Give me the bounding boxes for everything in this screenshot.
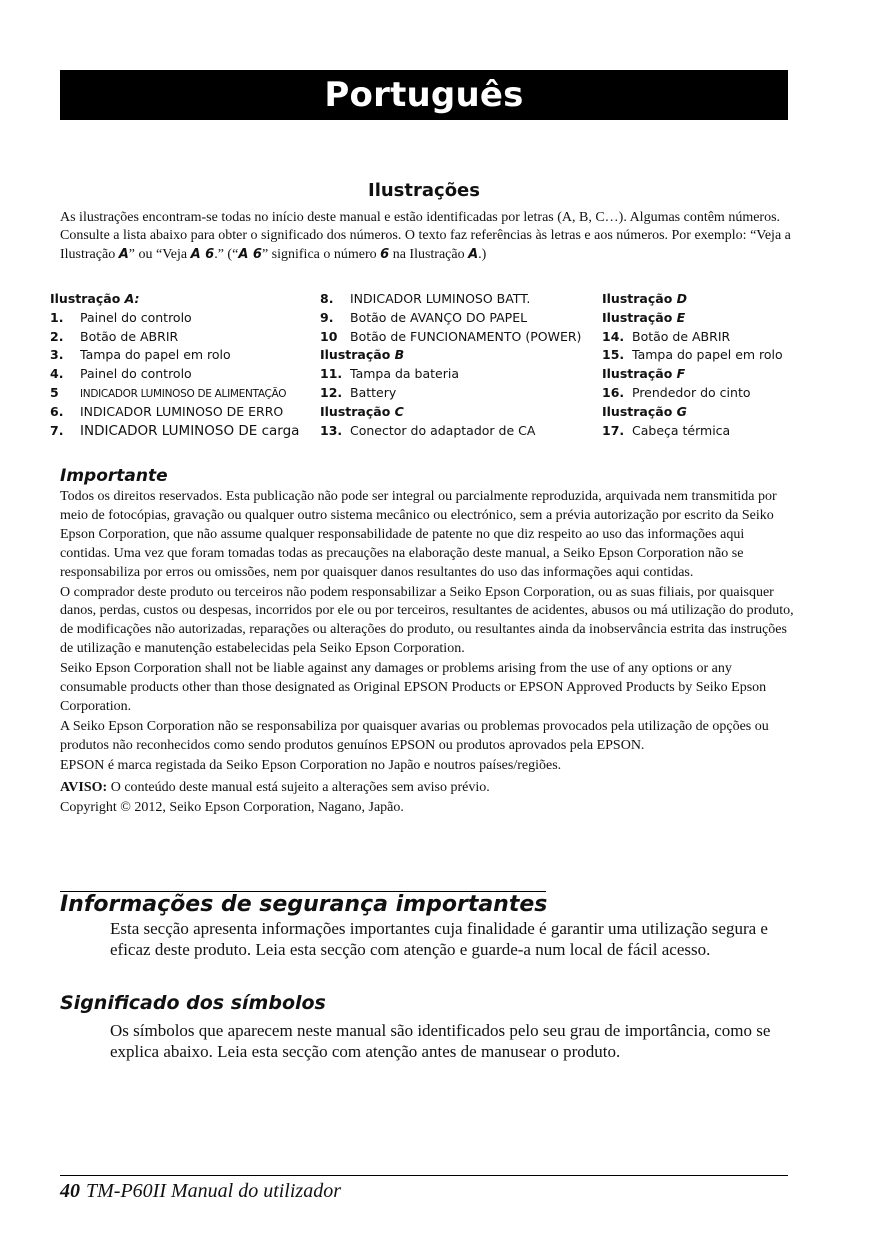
important-paragraph: Seiko Epson Corporation shall not be liable against any damages or problems arising from the use of any options or any consumable products other than those designated as Original EPSON Products or EPSON Approved Products by Seiko Epson Corporation. — [60, 661, 767, 714]
legend-header-d: Ilustração D — [602, 291, 688, 306]
important-heading: Importante — [60, 466, 168, 486]
legend-item: 13. Conector do adaptador de CA — [320, 422, 536, 438]
legend-header-g: Ilustração G — [602, 403, 687, 419]
important-paragraph: A Seiko Epson Corporation não se responsabiliza por quaisquer avarias ou problemas provocados pela utilização de opções ou produtos não reconhecidos como sendo produtos genuínos EPSON ou produtos aprovados pela EPSON. — [60, 718, 769, 753]
legend-header-e: Ilustração E — [602, 309, 686, 325]
legend-column-1 — [50, 290, 299, 440]
legend-item: 5 INDICADOR LUMINOSO DE ALIMENTAÇÃO — [50, 384, 287, 400]
symbols-body: Os símbolos que aparecem neste manual são identificados pelo seu grau de importância, como se explica abaixo. Leia esta secção com atenção antes de manusear o produto. — [110, 1021, 771, 1061]
legend-item: 14. Botão de ABRIR — [602, 328, 731, 344]
legend-header-f: Ilustração F — [602, 366, 686, 382]
legend-header-b: Ilustração B — [320, 347, 405, 363]
important-paragraph: O comprador deste produto ou terceiros não podem responsabilizar a Seiko Epson Corporation, ou as suas filiais, por quaisquer danos, perdas, custos ou despesas, incorridos por ele ou por terceiros, resultantes de acidentes, abusos ou má utilização do produto, de modificações não autorizadas, reparações ou alterações do produto, ou resultantes ainda da inobservância estrita das instruções de utilização e manutenção estabelecidas pela Seiko Epson Corporation. — [60, 584, 794, 657]
legend-column-3 — [602, 290, 783, 440]
notice: AVISO: O conteúdo deste manual está sujeito a alterações sem aviso prévio. — [60, 779, 490, 795]
safety-body: Esta secção apresenta informações importantes cuja finalidade é garantir uma utilização segura e eficaz deste produto. Leia esta secção com atenção e guarde-a num local de fácil acesso. — [110, 919, 768, 959]
important-paragraph: Todos os direitos reservados. Esta publicação não pode ser integral ou parcialmente reproduzida, arquivada nem transmitida por meio de fotocópias, gravação ou qualquer outro sistema mecânico ou electrónico, sem a prévia autorização por escrito da Seiko Epson Corporation, que não assume qualquer responsabilidade de patente no que diz respeito ao uso das informações aqui contidas. Uma vez que foram tomadas todas as precauções na elaboração deste manual, a Seiko Epson Corporation não se responsabiliza por erros ou omissões, nem por quaisquer danos resultantes do uso das informações aqui contidas. — [60, 489, 777, 580]
legend-item: 11. Tampa da bateria — [320, 366, 459, 382]
important-body — [60, 488, 795, 818]
legend-item: 4. Painel do controlo — [50, 366, 192, 382]
symbols-heading: Significado dos símbolos — [60, 992, 326, 1014]
legend-item: 8. INDICADOR LUMINOSO BATT. — [320, 291, 531, 306]
important-paragraph: EPSON é marca registada da Seiko Epson Corporation no Japão e noutros países/regiões. — [60, 757, 562, 773]
page-footer — [60, 1180, 341, 1203]
legend-item: 10 Botão de FUNCIONAMENTO (POWER) — [320, 328, 582, 344]
legend-header-c: Ilustração C — [320, 403, 404, 419]
footer-rule — [60, 1175, 788, 1176]
legend-item: 17. Cabeça térmica — [602, 422, 731, 438]
legend-item: 7. INDICADOR LUMINOSO DE carga — [50, 422, 300, 439]
legend-item: 3. Tampa do papel em rolo — [50, 347, 231, 363]
legend-item: 6. INDICADOR LUMINOSO DE ERRO — [50, 403, 284, 419]
illustrations-intro: As ilustrações encontram-se todas no início deste manual e estão identificadas por letras (A, B, C…). Algumas contêm números. Consulte a lista abaixo para obter o significado dos números. O texto faz referências às letras e aos números. Por exemplo: “Veja a Ilustração A” ou “Veja A 6.” (“A 6” significa o número 6 na Ilustração A.) — [60, 210, 791, 262]
copyright: Copyright © 2012, Seiko Epson Corporation, Nagano, Japão. — [60, 799, 404, 815]
manual-title: TM-P60II Manual do utilizador — [86, 1180, 341, 1202]
legend-item: 15. Tampa do papel em rolo — [602, 347, 783, 363]
legend-item: 2. Botão de ABRIR — [50, 328, 179, 344]
safety-heading: Informações de segurança importantes — [60, 892, 548, 917]
banner-title: Português — [324, 75, 524, 115]
legend-column-2 — [320, 290, 581, 440]
legend-header-a: Ilustração A: — [50, 291, 140, 306]
legend-item: 16. Prendedor do cinto — [602, 384, 751, 400]
illustrations-heading: Ilustrações — [368, 180, 480, 201]
page-number: 40 — [60, 1180, 80, 1202]
legend-item: 9. Botão de AVANÇO DO PAPEL — [320, 309, 528, 325]
legend-item: 12. Battery — [320, 384, 397, 400]
language-banner — [60, 70, 788, 120]
legend-item: 1. Painel do controlo — [50, 309, 192, 325]
